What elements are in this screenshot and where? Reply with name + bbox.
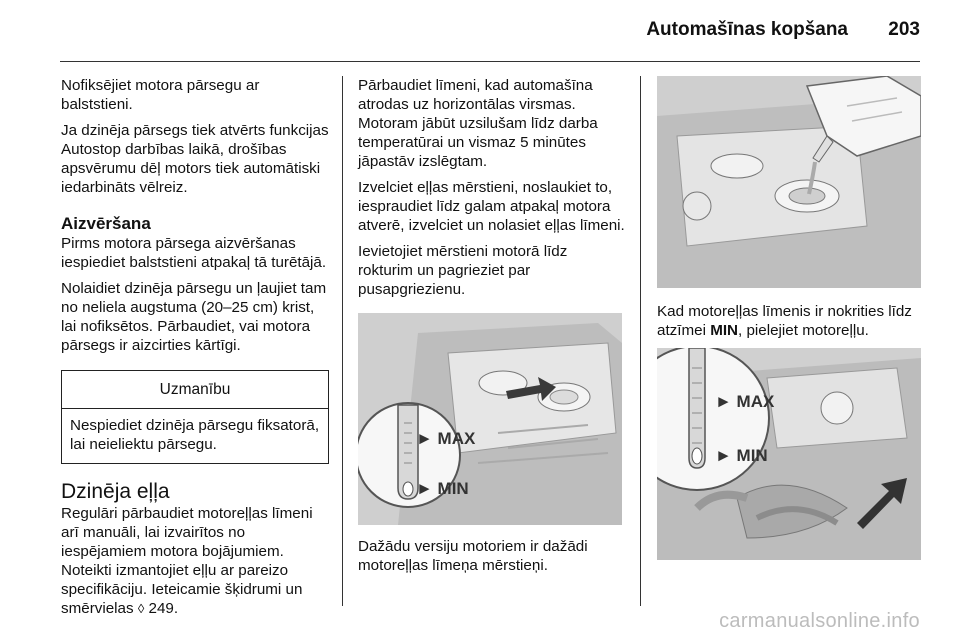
paragraph-text: Regulāri pārbaudiet motoreļļas līmeni arī manuāli, lai izvairītos no iespējamiem motora bojājumiem. Noteikti izmantojiet eļļu ar pareizo specifikāciju. Ieteicamie šķidrumi un smērvielas (61, 505, 313, 617)
page-reference[interactable]: 249. (148, 600, 179, 617)
paragraph (61, 504, 329, 618)
max-mark-label: ► MAX (715, 392, 775, 411)
notice-title: Uzmanību (62, 371, 328, 409)
paragraph: Nofiksējiet motora pārsegu ar balststieni. (61, 77, 260, 113)
column-divider (640, 76, 641, 606)
max-mark-label: ► MAX (416, 429, 476, 448)
notice-body: Nespiediet dzinēja pārsegu fiksatorā, lai neieliektu pārsegu. (70, 417, 320, 453)
figure-caption: Dažādu versiju motoriem ir dažādi motoreļļas līmeņa mērstieņi. (358, 538, 588, 574)
page-number: 203 (888, 19, 920, 40)
oil-filling-illustration (657, 76, 921, 288)
notice-box (61, 370, 329, 464)
engine-dipstick-drawing (358, 313, 622, 525)
dipstick-illustration (358, 313, 622, 525)
min-mark-label: ► MIN (416, 479, 469, 498)
dipstick-in-engine-illustration (657, 348, 921, 560)
running-title: Automašīnas kopšana (646, 19, 848, 40)
engine-dipstick-close-drawing (657, 348, 921, 560)
paragraph: Ja dzinēja pārsegs tiek atvērts funkcijas Autostop darbības laikā, drošības apsvērumu dēļ motors tiek automātiski iedarbināts vēlreiz. (61, 122, 329, 196)
page-reference-icon: ◊ (137, 601, 145, 616)
page-header (0, 0, 960, 62)
oil-filling-drawing (657, 76, 921, 288)
paragraph: Pārbaudiet līmeni, kad automašīna atrodas uz horizontālas virsmas. Motoram jābūt uzsilušam līdz darba temperatūrai un vismaz 5 minūtes jāpastāv izslēgtam. (358, 77, 598, 170)
watermark: carmanualsonline.info (719, 610, 920, 632)
column-divider (342, 76, 343, 606)
paragraph: Pirms motora pārsega aizvēršanas iespiediet balststieni atpakaļ tā turētājā. (61, 235, 327, 271)
section-heading-closing: Aizvēršana (61, 214, 151, 233)
paragraph: Izvelciet eļļas mērstieni, noslaukiet to, iespraudiet līdz galam atpakaļ motora atverē, izvelciet un nolasiet eļļas līmeni. (358, 179, 625, 234)
caption-text: , pielejiet motoreļļu. (738, 322, 869, 339)
min-mark-label: ► MIN (715, 446, 768, 465)
caption-text: Kad motoreļļas līmenis ir nokrities līdz atzīmei (657, 303, 912, 339)
section-heading-engine-oil: Dzinēja eļļa (61, 480, 170, 503)
paragraph: Nolaidiet dzinēja pārsegu un ļaujiet tam no neliela augstuma (20–25 cm) krist, lai nofiksētos. Pārbaudiet, vai motora pārsegs ir aizcirties kārtīgi. (61, 280, 327, 354)
figure-caption (657, 302, 925, 340)
paragraph: Ievietojiet mērstieni motorā līdz rokturim un pagrieziet par pusapgriezienu. (358, 243, 568, 298)
column-1 (61, 76, 329, 625)
column-3 (657, 76, 925, 560)
header-rule (60, 61, 920, 62)
column-2 (358, 76, 626, 582)
min-mark-emphasis: MIN (710, 322, 739, 339)
